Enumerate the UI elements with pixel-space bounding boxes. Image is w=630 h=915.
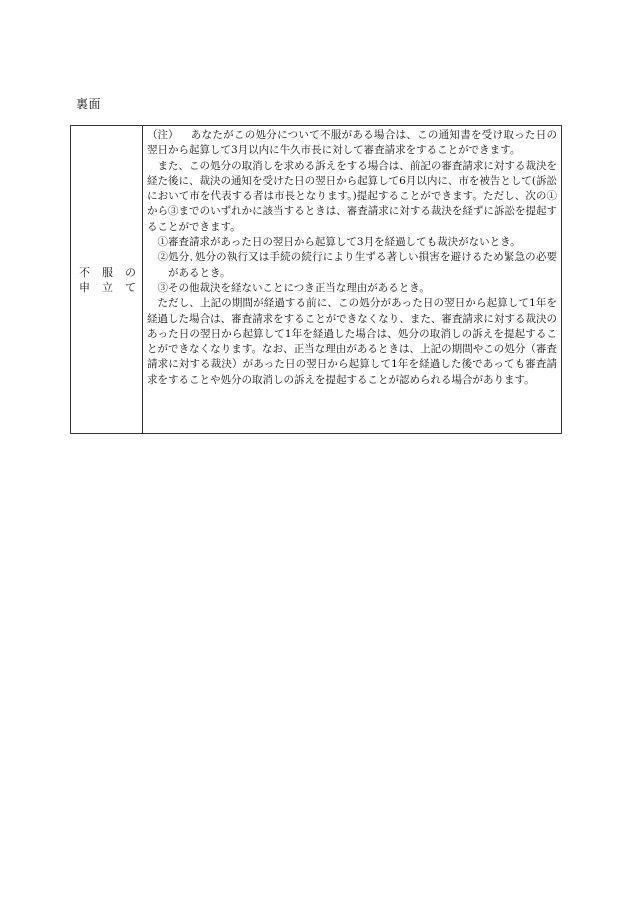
label-line-2 [79, 280, 136, 295]
objection-content-cell [143, 126, 561, 433]
page-heading: 裏面 [76, 97, 102, 111]
condition-item-2: ②処分､処分の執行又は手続の続行により生ずる著しい損害を避けるため緊急の必要があるとき。 [157, 251, 557, 279]
condition-item-3: ③その他裁決を経ないことにつき正当な理由があるとき。 [157, 281, 430, 294]
label-char: て [125, 280, 136, 294]
label-char: 立 [102, 280, 113, 294]
condition-item-1: ①審査請求があった日の翌日から起算して3月を経過しても裁決がないとき。 [157, 236, 521, 249]
lawsuit-paragraph: また、この処分の取消しを求める訴えをする場合は、前記の審査請求に対する裁決を経た後に、裁決の通知を受けた日の翌日から起算して6月以内に、市を被告として(訴訟において市を代表する者は市長となります。)提起することができます。ただし、次の①から③までのいずれかに該当するときは、審査請求に対する裁決を経ずに訴訟を提起することができます。 [147, 159, 557, 233]
label-char: の [125, 265, 136, 279]
deadline-paragraph: ただし、上記の期間が経過する前に、この処分があった日の翌日から起算して1年を経過した場合は、審査請求をすることができなくなり、また、審査請求に対する裁決のあった日の翌日から起算して1年を経過した場合は、処分の取消しの訴えを提起することができなくなります。なお、正当な理由があるときは、上記の期間やこの処分（審査請求に対する裁決）があった日の翌日から起算して1年を経過した後であっても審査請求をすることや処分の取消しの訴えを提起することが認められる場合があります。 [147, 297, 557, 386]
label-line-1 [79, 265, 136, 280]
objection-notice-table [70, 125, 562, 434]
label-char: 服 [102, 265, 113, 279]
note-text: あなたがこの処分について不服がある場合は、この通知書を受け取った日の翌日から起算して3月以内に牛久市長に対して審査請求をすることができます。 [147, 129, 557, 157]
label-char: 不 [79, 265, 90, 279]
note-paragraph [147, 128, 557, 159]
label-char: 申 [79, 280, 90, 294]
note-prefix: （注） [147, 129, 179, 141]
objection-label-cell [71, 126, 143, 433]
